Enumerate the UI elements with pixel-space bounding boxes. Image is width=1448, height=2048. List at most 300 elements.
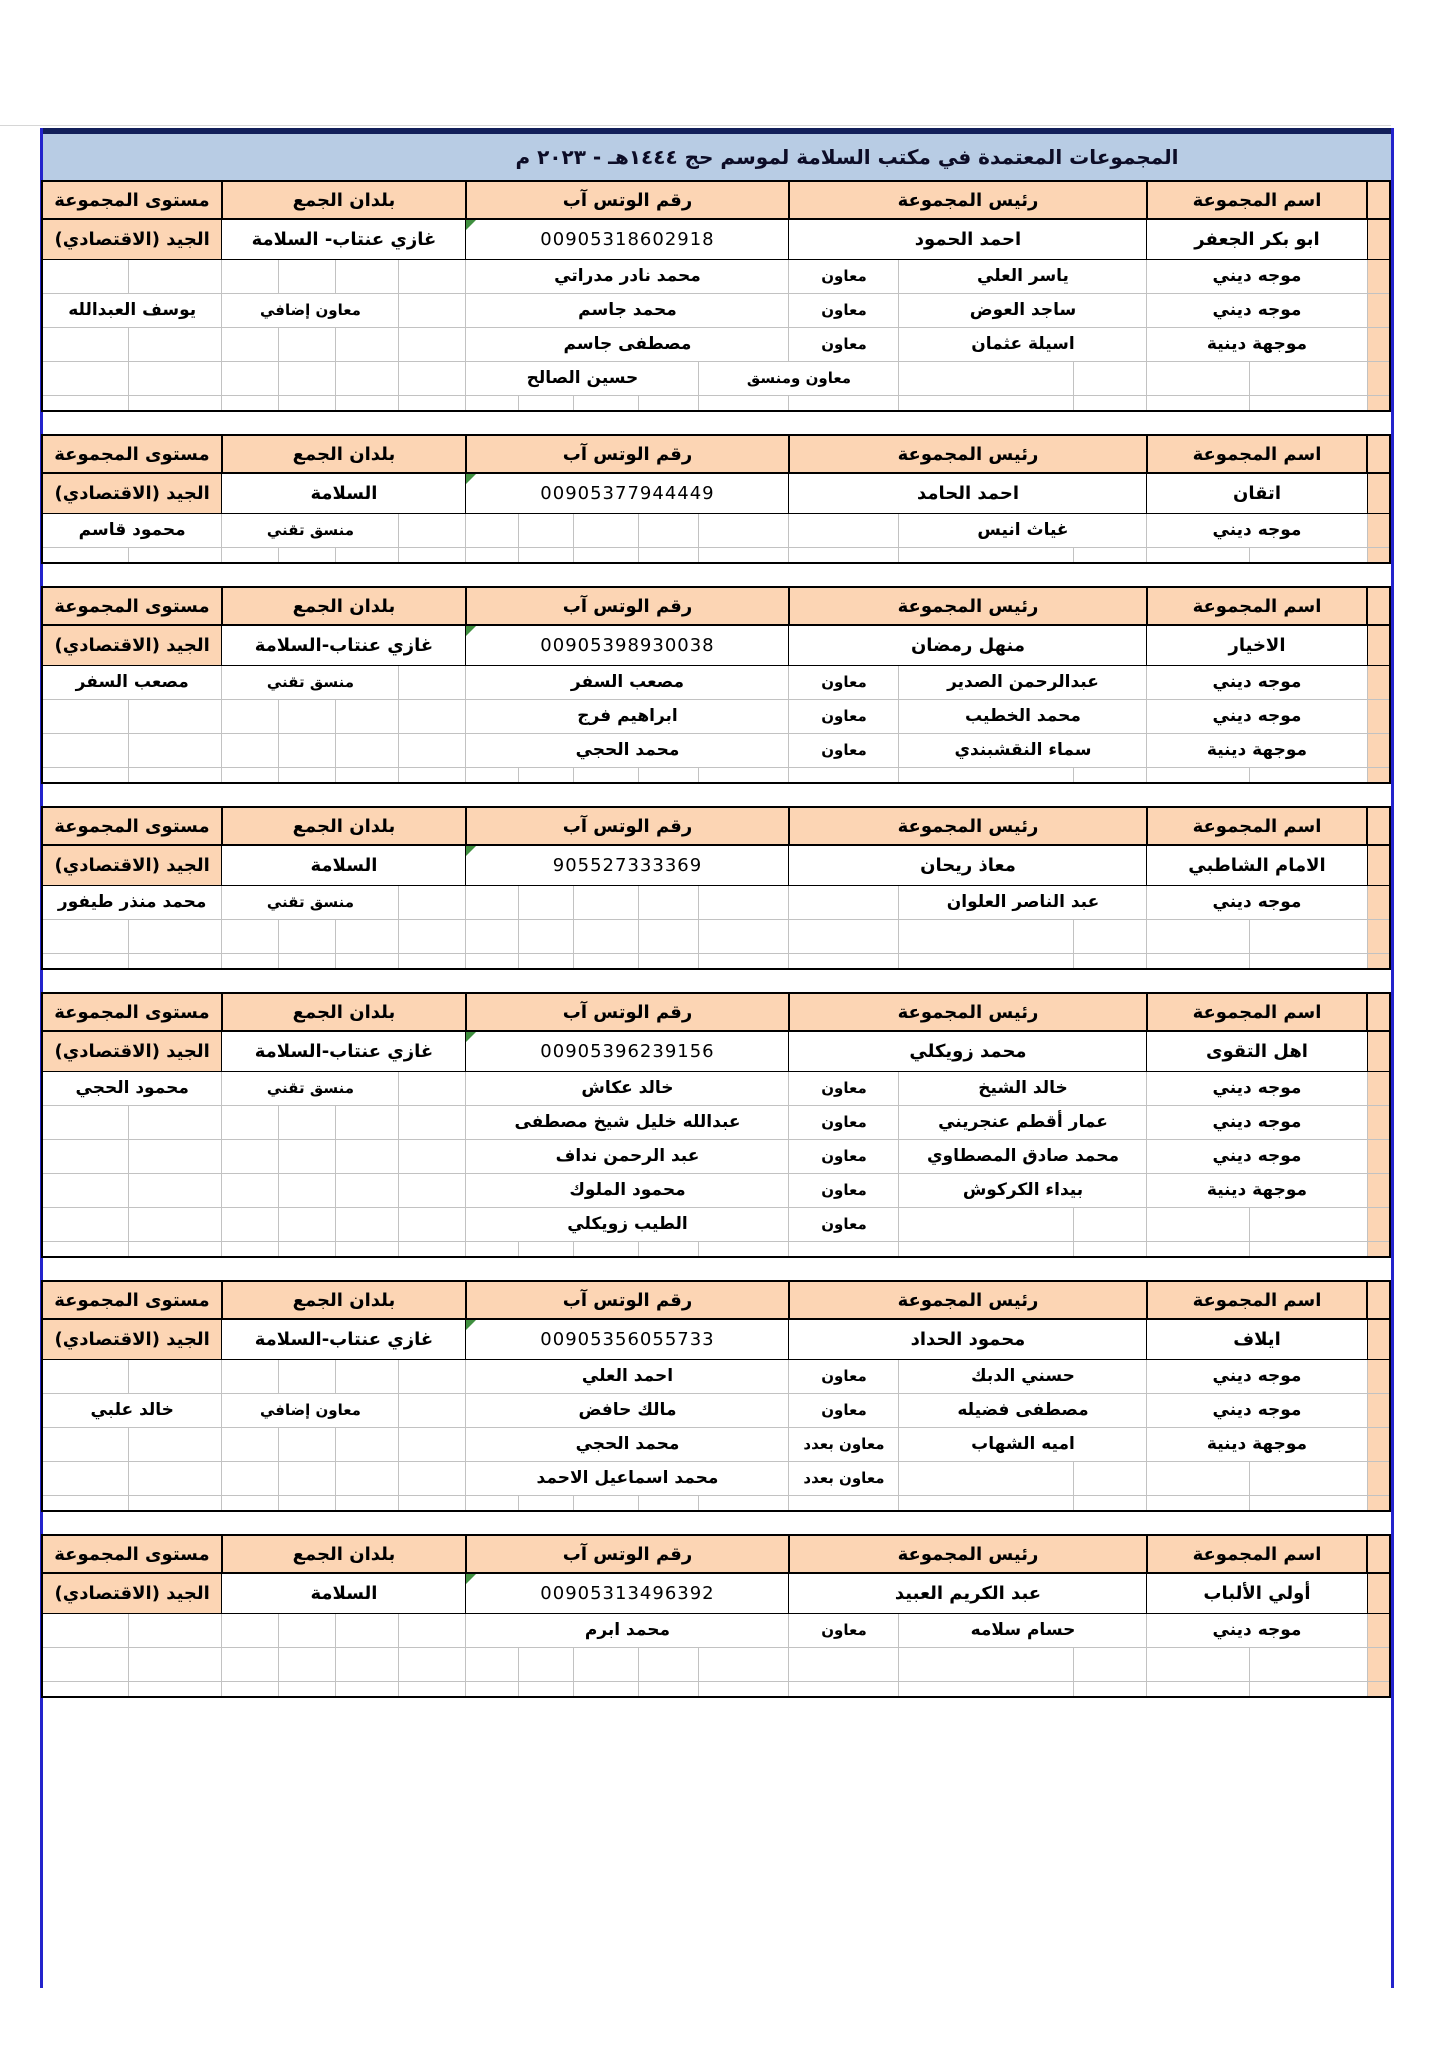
- role-cell: موجه ديني: [1147, 1613, 1367, 1647]
- empty-cell: [222, 1105, 279, 1139]
- header-group-name: اسم المجموعة: [1147, 435, 1367, 473]
- extra-label-cell: منسق تقني: [222, 665, 399, 699]
- empty-cell: [639, 1495, 699, 1511]
- empty-cell: [574, 1681, 639, 1697]
- empty-cell: [129, 699, 222, 733]
- countries-cell: السلامة: [222, 845, 466, 885]
- assistant-name-cell: عبدالله خليل شيخ مصطفى: [466, 1105, 789, 1139]
- empty-cell: [336, 1241, 399, 1257]
- whatsapp-cell: 00905313496392: [466, 1573, 789, 1613]
- empty-cell: [279, 1241, 336, 1257]
- group-name-cell: ابو بكر الجعفر: [1147, 219, 1367, 259]
- empty-cell: [399, 885, 466, 919]
- header-countries: بلدان الجمع: [222, 435, 466, 473]
- empty-cell: [42, 1105, 129, 1139]
- header-whatsapp: رقم الوتس آب: [466, 181, 789, 219]
- extra-name-cell: محمود الحجي: [42, 1071, 222, 1105]
- role-cell: موجه ديني: [1147, 1139, 1367, 1173]
- empty-cell: [1147, 395, 1249, 411]
- group-name-cell: الاخيار: [1147, 625, 1367, 665]
- assistant-label-cell: معاون: [789, 733, 899, 767]
- header-group-name: اسم المجموعة: [1147, 1281, 1367, 1319]
- empty-cell: [129, 395, 222, 411]
- header-whatsapp: رقم الوتس آب: [466, 1281, 789, 1319]
- empty-cell: [399, 1105, 466, 1139]
- empty-cell: [899, 1647, 1074, 1681]
- empty-cell: [279, 767, 336, 783]
- assistant-label-cell: معاون: [789, 699, 899, 733]
- empty-cell: [42, 1173, 129, 1207]
- empty-cell: [399, 1241, 466, 1257]
- leader-name-cell: معاذ ريحان: [789, 845, 1147, 885]
- empty-cell: [899, 1207, 1074, 1241]
- level-cell: الجيد (الاقتصادي): [42, 1031, 222, 1071]
- group-table: [41, 1280, 1391, 1512]
- extra-name-cell: محمود قاسم: [42, 513, 222, 547]
- group-table: [41, 434, 1391, 564]
- assistant-name-cell: محمود الملوك: [466, 1173, 789, 1207]
- empty-cell: [129, 1647, 222, 1681]
- empty-cell: [1074, 1241, 1147, 1257]
- corner-cell: [1367, 473, 1390, 513]
- empty-cell: [519, 885, 574, 919]
- empty-cell: [399, 361, 466, 395]
- assistant-label-cell: معاون: [789, 1105, 899, 1139]
- empty-cell: [899, 767, 1074, 783]
- empty-cell: [336, 1681, 399, 1697]
- assistant-name-cell: الطيب زويكلي: [466, 1207, 789, 1241]
- empty-cell: [336, 1647, 399, 1681]
- empty-cell: [222, 767, 279, 783]
- empty-cell: [466, 919, 519, 953]
- empty-cell: [1147, 547, 1249, 563]
- empty-cell: [1074, 919, 1147, 953]
- empty-cell: [789, 919, 899, 953]
- empty-cell: [399, 1495, 466, 1511]
- extra-name-cell: مصعب السفر: [42, 665, 222, 699]
- page-break-line-top: [0, 125, 1391, 126]
- assistant-label-cell: معاون: [789, 1071, 899, 1105]
- assistant-label-cell: معاون: [789, 1359, 899, 1393]
- empty-cell: [222, 1647, 279, 1681]
- empty-cell: [1074, 547, 1147, 563]
- level-cell: الجيد (الاقتصادي): [42, 625, 222, 665]
- empty-cell: [466, 1681, 519, 1697]
- empty-cell: [336, 361, 399, 395]
- empty-cell: [336, 1427, 399, 1461]
- assistant-label-cell: معاون بعدد: [789, 1427, 899, 1461]
- empty-cell: [1074, 1681, 1147, 1697]
- empty-cell: [699, 1647, 789, 1681]
- corner-cell: [1367, 699, 1390, 733]
- header-group-name: اسم المجموعة: [1147, 1535, 1367, 1573]
- comment-indicator-icon: [466, 626, 476, 636]
- empty-cell: [279, 327, 336, 361]
- empty-cell: [699, 1681, 789, 1697]
- corner-cell: [1367, 181, 1390, 219]
- empty-cell: [42, 767, 129, 783]
- empty-cell: [1147, 1495, 1249, 1511]
- guide-name-cell: محمد صادق المصطاوي: [899, 1139, 1147, 1173]
- assistant-name-cell: محمد الحجي: [466, 1427, 789, 1461]
- empty-cell: [336, 259, 399, 293]
- empty-cell: [574, 885, 639, 919]
- level-cell: الجيد (الاقتصادي): [42, 1573, 222, 1613]
- empty-cell: [466, 547, 519, 563]
- assistant-label-cell: معاون: [789, 259, 899, 293]
- assistant-label-cell: معاون: [789, 1173, 899, 1207]
- corner-cell: [1367, 1573, 1390, 1613]
- empty-cell: [899, 547, 1074, 563]
- empty-cell: [466, 1647, 519, 1681]
- empty-cell: [222, 327, 279, 361]
- empty-cell: [1249, 547, 1367, 563]
- extra-label-cell: منسق تقني: [222, 513, 399, 547]
- empty-cell: [222, 1173, 279, 1207]
- empty-cell: [519, 1647, 574, 1681]
- corner-cell: [1367, 885, 1390, 919]
- empty-cell: [399, 733, 466, 767]
- empty-cell: [42, 1681, 129, 1697]
- sheet-area: [43, 128, 1391, 1720]
- empty-cell: [42, 259, 129, 293]
- empty-cell: [574, 1241, 639, 1257]
- empty-cell: [279, 1461, 336, 1495]
- empty-cell: [639, 1681, 699, 1697]
- extra-name-cell: يوسف العبدالله: [42, 293, 222, 327]
- comment-indicator-icon: [466, 220, 476, 230]
- empty-cell: [222, 1427, 279, 1461]
- empty-cell: [519, 395, 574, 411]
- empty-cell: [1249, 1461, 1367, 1495]
- whatsapp-cell: 00905318602918: [466, 219, 789, 259]
- role-cell: موجهة دينية: [1147, 327, 1367, 361]
- empty-cell: [42, 1647, 129, 1681]
- empty-cell: [222, 547, 279, 563]
- assistant-name-cell: محمد اسماعيل الاحمد: [466, 1461, 789, 1495]
- whatsapp-cell: 905527333369: [466, 845, 789, 885]
- empty-cell: [399, 1461, 466, 1495]
- corner-cell: [1367, 665, 1390, 699]
- level-cell: الجيد (الاقتصادي): [42, 473, 222, 513]
- empty-cell: [336, 1495, 399, 1511]
- level-cell: الجيد (الاقتصادي): [42, 1319, 222, 1359]
- empty-cell: [279, 547, 336, 563]
- empty-cell: [399, 327, 466, 361]
- corner-cell: [1367, 1461, 1390, 1495]
- empty-cell: [639, 767, 699, 783]
- empty-cell: [899, 1461, 1074, 1495]
- corner-cell: [1367, 293, 1390, 327]
- empty-cell: [279, 919, 336, 953]
- empty-cell: [1249, 1681, 1367, 1697]
- corner-cell: [1367, 807, 1390, 845]
- empty-cell: [574, 395, 639, 411]
- empty-cell: [899, 361, 1074, 395]
- empty-cell: [42, 1359, 129, 1393]
- empty-cell: [42, 1207, 129, 1241]
- empty-cell: [222, 1207, 279, 1241]
- empty-cell: [399, 513, 466, 547]
- empty-cell: [399, 1207, 466, 1241]
- empty-cell: [336, 699, 399, 733]
- assistant-label-cell: [789, 885, 899, 919]
- empty-cell: [519, 547, 574, 563]
- empty-cell: [279, 1207, 336, 1241]
- empty-cell: [129, 1207, 222, 1241]
- guide-name-cell: بيداء الكركوش: [899, 1173, 1147, 1207]
- empty-cell: [699, 547, 789, 563]
- empty-cell: [279, 1139, 336, 1173]
- header-whatsapp: رقم الوتس آب: [466, 1535, 789, 1573]
- header-countries: بلدان الجمع: [222, 993, 466, 1031]
- empty-cell: [399, 1359, 466, 1393]
- assistant-name-cell: مصطفى جاسم: [466, 327, 789, 361]
- empty-cell: [519, 953, 574, 969]
- guide-name-cell: اسيلة عثمان: [899, 327, 1147, 361]
- countries-cell: غازي عنتاب-السلامة: [222, 625, 466, 665]
- empty-cell: [1147, 1647, 1249, 1681]
- empty-cell: [336, 953, 399, 969]
- corner-cell: [1367, 919, 1390, 953]
- whatsapp-cell: 00905377944449: [466, 473, 789, 513]
- empty-cell: [1147, 767, 1249, 783]
- corner-cell: [1367, 1495, 1390, 1511]
- empty-cell: [399, 1173, 466, 1207]
- corner-cell: [1367, 953, 1390, 969]
- empty-cell: [336, 919, 399, 953]
- corner-cell: [1367, 1241, 1390, 1257]
- corner-cell: [1367, 435, 1390, 473]
- header-countries: بلدان الجمع: [222, 807, 466, 845]
- empty-cell: [279, 259, 336, 293]
- whatsapp-cell: 00905396239156: [466, 1031, 789, 1071]
- empty-cell: [336, 1359, 399, 1393]
- corner-cell: [1367, 259, 1390, 293]
- empty-cell: [399, 953, 466, 969]
- empty-cell: [399, 665, 466, 699]
- header-countries: بلدان الجمع: [222, 1281, 466, 1319]
- empty-cell: [1147, 1681, 1249, 1697]
- role-cell: موجهة دينية: [1147, 733, 1367, 767]
- empty-cell: [222, 919, 279, 953]
- group-name-cell: ايلاف: [1147, 1319, 1367, 1359]
- whatsapp-cell: 00905398930038: [466, 625, 789, 665]
- empty-cell: [336, 1613, 399, 1647]
- guide-name-cell: ساجد العوض: [899, 293, 1147, 327]
- empty-cell: [42, 1139, 129, 1173]
- empty-cell: [279, 1173, 336, 1207]
- corner-cell: [1367, 625, 1390, 665]
- empty-cell: [42, 547, 129, 563]
- header-leader: رئيس المجموعة: [789, 1281, 1147, 1319]
- empty-cell: [42, 395, 129, 411]
- header-group-name: اسم المجموعة: [1147, 993, 1367, 1031]
- empty-cell: [279, 1613, 336, 1647]
- empty-cell: [1147, 1207, 1249, 1241]
- empty-cell: [129, 327, 222, 361]
- group-table: [41, 992, 1391, 1258]
- empty-cell: [222, 699, 279, 733]
- corner-cell: [1367, 1173, 1390, 1207]
- empty-cell: [129, 767, 222, 783]
- empty-cell: [1249, 767, 1367, 783]
- empty-cell: [222, 1461, 279, 1495]
- empty-cell: [336, 1173, 399, 1207]
- empty-cell: [639, 885, 699, 919]
- empty-cell: [279, 395, 336, 411]
- empty-cell: [1249, 395, 1367, 411]
- empty-cell: [129, 1613, 222, 1647]
- empty-cell: [222, 259, 279, 293]
- empty-cell: [399, 1613, 466, 1647]
- empty-cell: [699, 919, 789, 953]
- guide-name-cell: عمار أقطم عنجريني: [899, 1105, 1147, 1139]
- empty-cell: [639, 1647, 699, 1681]
- assistant-name-cell: محمد جاسم: [466, 293, 789, 327]
- role-cell: موجه ديني: [1147, 259, 1367, 293]
- corner-cell: [1367, 547, 1390, 563]
- corner-cell: [1367, 767, 1390, 783]
- corner-cell: [1367, 1535, 1390, 1573]
- empty-cell: [899, 919, 1074, 953]
- empty-cell: [42, 953, 129, 969]
- header-leader: رئيس المجموعة: [789, 587, 1147, 625]
- empty-cell: [699, 953, 789, 969]
- empty-cell: [399, 1139, 466, 1173]
- level-cell: الجيد (الاقتصادي): [42, 219, 222, 259]
- empty-cell: [279, 1359, 336, 1393]
- corner-cell: [1367, 1071, 1390, 1105]
- guide-name-cell: حسام سلامه: [899, 1613, 1147, 1647]
- empty-cell: [129, 919, 222, 953]
- empty-cell: [466, 513, 519, 547]
- empty-cell: [222, 361, 279, 395]
- assistant-name-cell: ابراهيم فرج: [466, 699, 789, 733]
- header-level: مستوى المجموعة: [42, 993, 222, 1031]
- empty-cell: [519, 1241, 574, 1257]
- page-title: المجموعات المعتمدة في مكتب السلامة لموسم حج ١٤٤٤هـ - ٢٠٢٣ م: [515, 145, 1179, 169]
- corner-cell: [1367, 395, 1390, 411]
- comment-indicator-icon: [466, 846, 476, 856]
- role-cell: موجه ديني: [1147, 699, 1367, 733]
- empty-cell: [1074, 361, 1147, 395]
- empty-cell: [574, 1495, 639, 1511]
- corner-cell: [1367, 1647, 1390, 1681]
- empty-cell: [336, 1207, 399, 1241]
- empty-cell: [336, 1461, 399, 1495]
- assistant-name-cell: عبد الرحمن نداف: [466, 1139, 789, 1173]
- assistant-label-cell: [789, 513, 899, 547]
- comment-indicator-icon: [466, 1574, 476, 1584]
- empty-cell: [1074, 395, 1147, 411]
- role-cell: موجه ديني: [1147, 1071, 1367, 1105]
- guide-name-cell: سماء النقشبندي: [899, 733, 1147, 767]
- leader-name-cell: محمد زويكلي: [789, 1031, 1147, 1071]
- guide-name-cell: غياث انيس: [899, 513, 1147, 547]
- empty-cell: [399, 1393, 466, 1427]
- empty-cell: [1249, 1647, 1367, 1681]
- empty-cell: [699, 1241, 789, 1257]
- empty-cell: [42, 1241, 129, 1257]
- corner-cell: [1367, 1281, 1390, 1319]
- corner-cell: [1367, 993, 1390, 1031]
- empty-cell: [399, 1681, 466, 1697]
- empty-cell: [129, 1427, 222, 1461]
- empty-cell: [789, 1241, 899, 1257]
- empty-cell: [42, 733, 129, 767]
- empty-cell: [279, 699, 336, 733]
- empty-cell: [1074, 1207, 1147, 1241]
- empty-cell: [1074, 953, 1147, 969]
- extra-label-cell: معاون إضافي: [222, 1393, 399, 1427]
- empty-cell: [699, 1495, 789, 1511]
- empty-cell: [699, 767, 789, 783]
- empty-cell: [336, 733, 399, 767]
- countries-cell: غازي عنتاب-السلامة: [222, 1319, 466, 1359]
- comment-indicator-icon: [466, 1032, 476, 1042]
- empty-cell: [279, 1681, 336, 1697]
- empty-cell: [42, 327, 129, 361]
- assistant-name-cell: محمد نادر مدراتي: [466, 259, 789, 293]
- empty-cell: [399, 1427, 466, 1461]
- empty-cell: [129, 547, 222, 563]
- empty-cell: [466, 767, 519, 783]
- group-table: [41, 806, 1391, 970]
- corner-cell: [1367, 1427, 1390, 1461]
- role-cell: موجه ديني: [1147, 885, 1367, 919]
- empty-cell: [789, 1681, 899, 1697]
- corner-cell: [1367, 1105, 1390, 1139]
- corner-cell: [1367, 733, 1390, 767]
- empty-cell: [519, 1495, 574, 1511]
- role-cell: موجه ديني: [1147, 1393, 1367, 1427]
- empty-cell: [279, 1647, 336, 1681]
- header-group-name: اسم المجموعة: [1147, 587, 1367, 625]
- header-level: مستوى المجموعة: [42, 1535, 222, 1573]
- empty-cell: [639, 547, 699, 563]
- empty-cell: [899, 395, 1074, 411]
- assistant-label-cell: معاون: [789, 1139, 899, 1173]
- corner-cell: [1367, 327, 1390, 361]
- empty-cell: [1074, 767, 1147, 783]
- assistant-label-cell: معاون: [789, 1207, 899, 1241]
- empty-cell: [399, 259, 466, 293]
- comment-indicator-icon: [466, 474, 476, 484]
- empty-cell: [129, 1359, 222, 1393]
- group-name-cell: أولي الألباب: [1147, 1573, 1367, 1613]
- empty-cell: [466, 1495, 519, 1511]
- empty-cell: [222, 395, 279, 411]
- guide-name-cell: اميه الشهاب: [899, 1427, 1147, 1461]
- empty-cell: [1249, 1495, 1367, 1511]
- group-sections: [43, 180, 1391, 1698]
- empty-cell: [1147, 919, 1249, 953]
- corner-cell: [1367, 845, 1390, 885]
- header-level: مستوى المجموعة: [42, 181, 222, 219]
- level-cell: الجيد (الاقتصادي): [42, 845, 222, 885]
- role-cell: موجهة دينية: [1147, 1173, 1367, 1207]
- empty-cell: [1249, 953, 1367, 969]
- countries-cell: السلامة: [222, 1573, 466, 1613]
- header-leader: رئيس المجموعة: [789, 807, 1147, 845]
- corner-cell: [1367, 587, 1390, 625]
- role-cell: موجه ديني: [1147, 1105, 1367, 1139]
- empty-cell: [279, 953, 336, 969]
- title-bar: [43, 128, 1391, 180]
- extra-name-cell: محمد منذر طيفور: [42, 885, 222, 919]
- corner-cell: [1367, 1207, 1390, 1241]
